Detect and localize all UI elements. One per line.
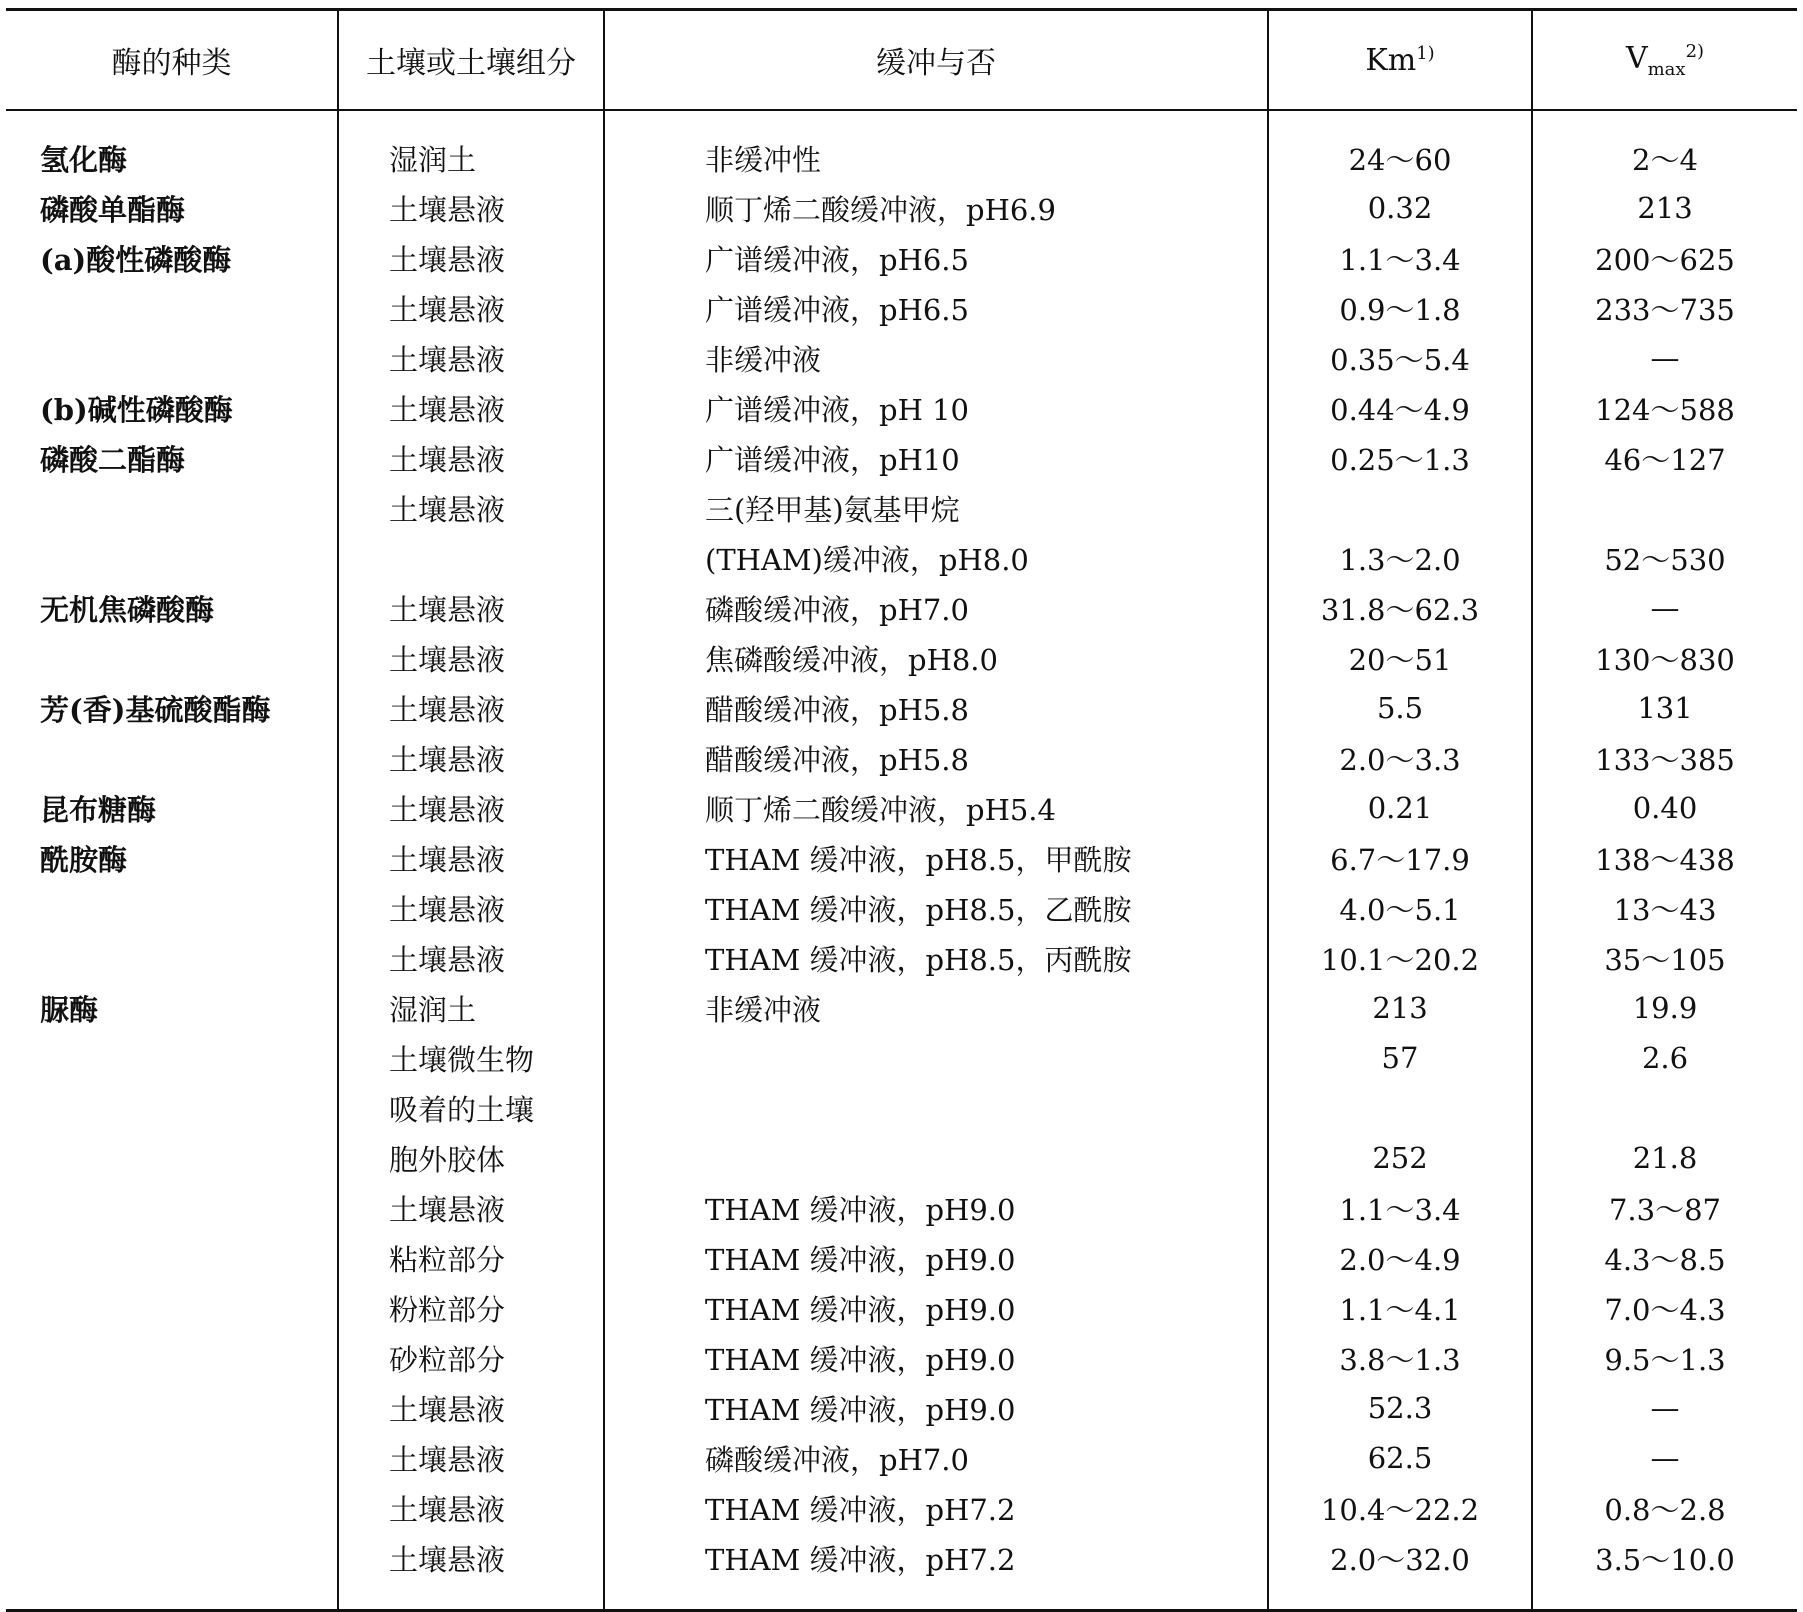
- cell-buffer: THAM 缓冲液，pH9.0: [604, 1283, 1268, 1333]
- table-row: [6, 1083, 1797, 1133]
- table-row: [6, 833, 1797, 883]
- table-row: [6, 1433, 1797, 1483]
- cell-soil: 土壤悬液: [338, 783, 604, 833]
- cell-buffer: (THAM)缓冲液，pH8.0: [604, 533, 1268, 583]
- cell-enzyme: 芳(香)基硫酸酯酶: [40, 692, 271, 727]
- cell-km: 3.8～1.3: [1268, 1333, 1532, 1383]
- cell-vmax: 233～735: [1532, 283, 1797, 333]
- cell-soil: 土壤悬液: [338, 1483, 604, 1533]
- cell-buffer: 广谱缓冲液，pH6.5: [604, 283, 1268, 333]
- table-row: [6, 1333, 1797, 1383]
- cell-soil: 土壤悬液: [338, 183, 604, 233]
- cell-km: 213: [1268, 983, 1532, 1033]
- cell-vmax: 133～385: [1532, 733, 1797, 783]
- cell-buffer: THAM 缓冲液，pH8.5，乙酰胺: [604, 883, 1268, 933]
- cell-buffer: 焦磷酸缓冲液，pH8.0: [604, 633, 1268, 683]
- cell-km: 10.4～22.2: [1268, 1483, 1532, 1533]
- cell-km: 0.9～1.8: [1268, 283, 1532, 333]
- cell-vmax: 46～127: [1532, 433, 1797, 483]
- header-row: [6, 10, 1797, 111]
- header-enzyme: 酶的种类: [6, 10, 338, 111]
- cell-km: 6.7～17.9: [1268, 833, 1532, 883]
- cell-km: 1.1～3.4: [1268, 1183, 1532, 1233]
- cell-vmax: —: [1532, 1433, 1797, 1483]
- cell-buffer: 醋酸缓冲液，pH5.8: [604, 683, 1268, 733]
- cell-buffer: 非缓冲液: [604, 333, 1268, 383]
- cell-vmax: 19.9: [1532, 983, 1797, 1033]
- table-row: [6, 183, 1797, 233]
- cell-enzyme: [6, 933, 338, 983]
- cell-soil: 土壤悬液: [338, 1533, 604, 1583]
- cell-vmax: 138～438: [1532, 833, 1797, 883]
- cell-km: 5.5: [1268, 683, 1532, 733]
- cell-vmax: 124～588: [1532, 383, 1797, 433]
- cell-vmax: 200～625: [1532, 233, 1797, 283]
- header-vmax-sub: max: [1647, 58, 1686, 80]
- cell-enzyme: [6, 733, 338, 783]
- cell-vmax: 0.8～2.8: [1532, 1483, 1797, 1533]
- header-km-footnote: 1): [1416, 42, 1435, 64]
- cell-enzyme: 磷酸单酯酶: [40, 192, 186, 227]
- cell-soil: 土壤悬液: [338, 333, 604, 383]
- cell-soil: 土壤悬液: [338, 583, 604, 633]
- table-row: [6, 1183, 1797, 1233]
- cell-vmax: 35～105: [1532, 933, 1797, 983]
- cell-vmax: [1532, 483, 1797, 533]
- table-row: [6, 883, 1797, 933]
- table-row: [6, 1233, 1797, 1283]
- cell-vmax: [1532, 1083, 1797, 1133]
- cell-enzyme: [6, 883, 338, 933]
- table-row: [6, 383, 1797, 433]
- cell-soil: 土壤悬液: [338, 633, 604, 683]
- cell-buffer: 磷酸缓冲液，pH7.0: [604, 583, 1268, 633]
- cell-km: 0.35～5.4: [1268, 333, 1532, 383]
- cell-vmax: 131: [1532, 683, 1797, 733]
- cell-enzyme: 昆布糖酶: [40, 792, 157, 827]
- cell-enzyme: [6, 1533, 338, 1583]
- cell-soil: 湿润土: [338, 983, 604, 1033]
- table-row: [6, 1133, 1797, 1183]
- cell-soil: 湿润土: [338, 133, 604, 183]
- cell-enzyme: [6, 283, 338, 333]
- cell-buffer: [604, 1083, 1268, 1133]
- cell-enzyme: 磷酸二酯酶: [40, 442, 186, 477]
- cell-buffer: THAM 缓冲液，pH8.5，甲酰胺: [604, 833, 1268, 883]
- cell-enzyme: 脲酶: [40, 992, 99, 1027]
- cell-soil: 土壤悬液: [338, 933, 604, 983]
- table-row: [6, 1483, 1797, 1533]
- cell-km: [1268, 1083, 1532, 1133]
- cell-km: 62.5: [1268, 1433, 1532, 1483]
- cell-soil: 土壤悬液: [338, 1183, 604, 1233]
- table-row: [6, 433, 1797, 483]
- cell-soil: 土壤悬液: [338, 433, 604, 483]
- cell-km: 4.0～5.1: [1268, 883, 1532, 933]
- table-row: [6, 683, 1797, 733]
- table-row: [6, 483, 1797, 533]
- enzyme-kinetics-table: [6, 8, 1797, 1612]
- cell-buffer: 醋酸缓冲液，pH5.8: [604, 733, 1268, 783]
- cell-vmax: 3.5～10.0: [1532, 1533, 1797, 1583]
- table-row: [6, 1533, 1797, 1583]
- cell-soil: 粉粒部分: [338, 1283, 604, 1333]
- header-buffer: 缓冲与否: [604, 10, 1268, 111]
- header-soil: 土壤或土壤组分: [338, 10, 604, 111]
- header-km-base: Km: [1365, 42, 1417, 78]
- cell-soil: 土壤悬液: [338, 383, 604, 433]
- cell-soil: [338, 533, 604, 583]
- cell-km: 24～60: [1268, 133, 1532, 183]
- cell-vmax: —: [1532, 583, 1797, 633]
- cell-km: 1.1～4.1: [1268, 1283, 1532, 1333]
- cell-soil: 粘粒部分: [338, 1233, 604, 1283]
- cell-buffer: 顺丁烯二酸缓冲液，pH6.9: [604, 183, 1268, 233]
- cell-enzyme: [6, 1383, 338, 1433]
- cell-vmax: 7.0～4.3: [1532, 1283, 1797, 1333]
- cell-vmax: 2～4: [1532, 133, 1797, 183]
- cell-km: 0.32: [1268, 183, 1532, 233]
- cell-soil: 胞外胶体: [338, 1133, 604, 1183]
- table-row: [6, 533, 1797, 583]
- cell-vmax: —: [1532, 333, 1797, 383]
- cell-km: 10.1～20.2: [1268, 933, 1532, 983]
- cell-km: 2.0～32.0: [1268, 1533, 1532, 1583]
- cell-soil: 土壤悬液: [338, 1433, 604, 1483]
- cell-buffer: THAM 缓冲液，pH8.5，丙酰胺: [604, 933, 1268, 983]
- table-row: [6, 333, 1797, 383]
- cell-vmax: 7.3～87: [1532, 1183, 1797, 1233]
- table-row: [6, 983, 1797, 1033]
- header-vmax-footnote: 2): [1685, 40, 1705, 62]
- cell-km: 0.25～1.3: [1268, 433, 1532, 483]
- cell-km: 0.44～4.9: [1268, 383, 1532, 433]
- cell-soil: 土壤悬液: [338, 483, 604, 533]
- cell-enzyme: (a)酸性磷酸酶: [40, 242, 232, 277]
- spacer-row: [6, 110, 1797, 133]
- cell-enzyme: 无机焦磷酸酶: [40, 592, 215, 627]
- cell-vmax: 13～43: [1532, 883, 1797, 933]
- cell-vmax: 9.5～1.3: [1532, 1333, 1797, 1383]
- cell-soil: 土壤悬液: [338, 883, 604, 933]
- cell-soil: 土壤悬液: [338, 283, 604, 333]
- cell-buffer: 广谱缓冲液，pH10: [604, 433, 1268, 483]
- table-row: [6, 783, 1797, 833]
- cell-vmax: —: [1532, 1383, 1797, 1433]
- cell-vmax: 21.8: [1532, 1133, 1797, 1183]
- cell-buffer: 非缓冲性: [604, 133, 1268, 183]
- cell-km: 1.3～2.0: [1268, 533, 1532, 583]
- cell-buffer: 广谱缓冲液，pH 10: [604, 383, 1268, 433]
- cell-vmax: 4.3～8.5: [1532, 1233, 1797, 1283]
- cell-buffer: 磷酸缓冲液，pH7.0: [604, 1433, 1268, 1483]
- cell-buffer: 广谱缓冲液，pH6.5: [604, 233, 1268, 283]
- cell-soil: 吸着的土壤: [338, 1083, 604, 1133]
- cell-km: [1268, 483, 1532, 533]
- cell-enzyme: [6, 1133, 338, 1183]
- cell-enzyme: [6, 1033, 338, 1083]
- cell-enzyme: [6, 1483, 338, 1533]
- cell-enzyme: [6, 1283, 338, 1333]
- header-km: [1268, 10, 1532, 111]
- cell-km: 2.0～4.9: [1268, 1233, 1532, 1283]
- cell-enzyme: 氢化酶: [40, 142, 128, 177]
- cell-buffer: 三(羟甲基)氨基甲烷: [604, 483, 1268, 533]
- cell-enzyme: [6, 533, 338, 583]
- table-bottom-rule: [6, 1583, 1797, 1611]
- cell-buffer: THAM 缓冲液，pH9.0: [604, 1233, 1268, 1283]
- cell-enzyme: [6, 483, 338, 533]
- table-row: [6, 283, 1797, 333]
- table-body: [6, 110, 1797, 1611]
- cell-km: 52.3: [1268, 1383, 1532, 1433]
- cell-enzyme: [6, 1083, 338, 1133]
- table-header: [6, 10, 1797, 111]
- cell-buffer: 顺丁烯二酸缓冲液，pH5.4: [604, 783, 1268, 833]
- cell-km: 0.21: [1268, 783, 1532, 833]
- table-row: [6, 1283, 1797, 1333]
- cell-buffer: THAM 缓冲液，pH9.0: [604, 1383, 1268, 1433]
- cell-vmax: 2.6: [1532, 1033, 1797, 1083]
- cell-buffer: THAM 缓冲液，pH7.2: [604, 1483, 1268, 1533]
- table-row: [6, 733, 1797, 783]
- cell-soil: 土壤悬液: [338, 683, 604, 733]
- header-vmax: [1532, 10, 1797, 111]
- table-row: [6, 933, 1797, 983]
- cell-soil: 土壤悬液: [338, 1383, 604, 1433]
- table-row: [6, 233, 1797, 283]
- cell-vmax: 130～830: [1532, 633, 1797, 683]
- cell-buffer: 非缓冲液: [604, 983, 1268, 1033]
- cell-km: 57: [1268, 1033, 1532, 1083]
- table-row: [6, 1033, 1797, 1083]
- cell-soil: 土壤悬液: [338, 233, 604, 283]
- cell-soil: 土壤微生物: [338, 1033, 604, 1083]
- cell-buffer: THAM 缓冲液，pH9.0: [604, 1183, 1268, 1233]
- cell-soil: 土壤悬液: [338, 833, 604, 883]
- cell-enzyme: (b)碱性磷酸酶: [40, 392, 233, 427]
- cell-enzyme: [6, 1233, 338, 1283]
- header-vmax-base: V: [1625, 40, 1648, 76]
- cell-enzyme: [6, 1333, 338, 1383]
- cell-buffer: [604, 1033, 1268, 1083]
- cell-buffer: THAM 缓冲液，pH7.2: [604, 1533, 1268, 1583]
- cell-enzyme: [6, 1183, 338, 1233]
- cell-km: 31.8～62.3: [1268, 583, 1532, 633]
- cell-soil: 土壤悬液: [338, 733, 604, 783]
- cell-enzyme: [6, 1433, 338, 1483]
- cell-buffer: [604, 1133, 1268, 1183]
- table-row: [6, 583, 1797, 633]
- table-row: [6, 1383, 1797, 1433]
- document-page: [6, 8, 1797, 1612]
- cell-soil: 砂粒部分: [338, 1333, 604, 1383]
- cell-km: 2.0～3.3: [1268, 733, 1532, 783]
- cell-vmax: 52～530: [1532, 533, 1797, 583]
- table-row: [6, 633, 1797, 683]
- cell-km: 1.1～3.4: [1268, 233, 1532, 283]
- table-row: [6, 133, 1797, 183]
- cell-enzyme: [6, 633, 338, 683]
- cell-enzyme: 酰胺酶: [40, 842, 128, 877]
- cell-km: 252: [1268, 1133, 1532, 1183]
- cell-km: 20～51: [1268, 633, 1532, 683]
- cell-buffer: THAM 缓冲液，pH9.0: [604, 1333, 1268, 1383]
- cell-vmax: 213: [1532, 183, 1797, 233]
- cell-vmax: 0.40: [1532, 783, 1797, 833]
- cell-enzyme: [6, 333, 338, 383]
